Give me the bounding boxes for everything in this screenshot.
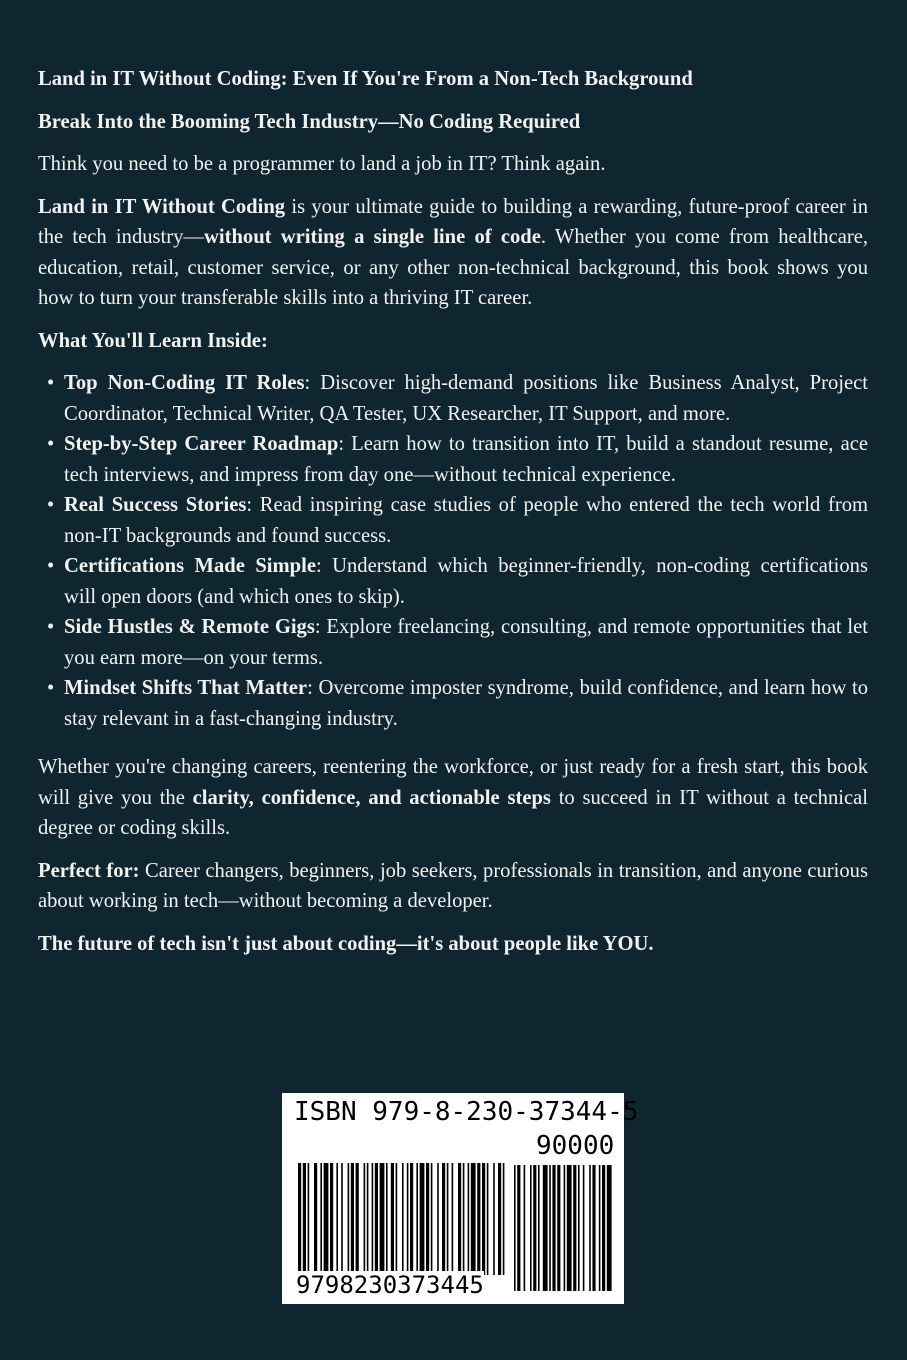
- list-item-heading: Real Success Stories: [64, 494, 247, 516]
- barcode-addon-bar: [592, 1165, 595, 1291]
- isbn-label: ISBN 979-8-230-37344-5: [294, 1097, 639, 1127]
- barcode-addon-bar: [552, 1165, 555, 1291]
- barcode-bar: [468, 1163, 470, 1275]
- barcode-bar: [431, 1163, 433, 1275]
- list-item-heading: Top Non-Coding IT Roles: [64, 372, 305, 394]
- barcode-bar: [372, 1163, 374, 1275]
- barcode-bar: [416, 1163, 418, 1275]
- barcode-addon-bar: [557, 1165, 560, 1291]
- barcode-bar: [487, 1163, 489, 1275]
- barcode-bar: [402, 1163, 404, 1275]
- barcode-addon-bar: [549, 1165, 551, 1291]
- barcode-bar: [503, 1163, 505, 1275]
- list-item-heading: Certifications Made Simple: [64, 555, 316, 577]
- barcode-bar: [375, 1163, 378, 1275]
- barcode-addon-bar: [514, 1165, 516, 1291]
- barcode-bar: [396, 1163, 398, 1275]
- bullet-icon: •: [47, 372, 55, 394]
- barcode-bar: [420, 1163, 425, 1275]
- list-item-text: : Understand which beginner-friendly, non-coding certifications will open doors (and which ones to skip).: [64, 555, 868, 608]
- intro-bold-title: Land in IT Without Coding: [38, 195, 286, 218]
- price-code: 90000: [536, 1131, 615, 1161]
- list-item-text: : Discover high-demand positions like Business Analyst, Project Coordinator, Technical Writer, QA Tester, UX Researcher, IT Support, and more.: [64, 372, 868, 425]
- barcode-addon-bar: [573, 1165, 576, 1291]
- list-item: [47, 551, 868, 612]
- learn-list: [38, 368, 868, 734]
- barcode-box: [282, 1093, 639, 1304]
- intro-paragraph: [38, 192, 868, 314]
- barcode-bar: [351, 1163, 354, 1275]
- barcode-bar: [386, 1163, 388, 1275]
- list-item: [47, 673, 868, 734]
- list-item-heading: Side Hustles & Remote Gigs: [64, 616, 315, 638]
- barcode-addon-bar: [530, 1165, 532, 1291]
- barcode-addon-bar: [602, 1165, 605, 1291]
- barcode-bar: [447, 1163, 449, 1275]
- barcode-bar: [458, 1163, 461, 1275]
- barcode-bar: [493, 1163, 495, 1275]
- perfect-for-label: Perfect for:: [38, 859, 140, 882]
- barcode-bar: [426, 1163, 429, 1275]
- list-item-heading: Step-by-Step Career Roadmap: [64, 433, 339, 455]
- list-item: [47, 368, 868, 429]
- perfect-for-text: Career changers, beginners, job seekers, professionals in transition, and anyone curious about working in tech—without becoming a developer.: [38, 859, 868, 912]
- barcode-bar: [330, 1163, 333, 1275]
- intro-bold-phrase: without writing a single line of code: [204, 226, 541, 248]
- whether-paragraph: [38, 752, 868, 844]
- barcode-bar: [410, 1163, 413, 1275]
- bullet-icon: •: [47, 677, 55, 699]
- barcode-addon-bar: [589, 1165, 591, 1291]
- whether-bold: clarity, confidence, and actionable steps: [192, 786, 551, 809]
- barcode-bar: [364, 1163, 366, 1275]
- barcode-bar: [498, 1163, 501, 1275]
- barcode-bar: [482, 1163, 485, 1275]
- barcode-bar: [341, 1163, 343, 1275]
- barcode-bar: [477, 1163, 480, 1275]
- list-item-text: : Overcome imposter syndrome, build confidence, and learn how to stay relevant in a fast-changing industry.: [64, 677, 868, 730]
- back-cover-text: [38, 64, 868, 959]
- bullet-icon: •: [47, 433, 55, 455]
- barcode-bar: [356, 1163, 359, 1275]
- barcode-bar: [380, 1163, 385, 1275]
- barcode-bar: [324, 1163, 329, 1275]
- whether-text-2: to succeed in IT without a technical degree or coding skills.: [38, 786, 869, 839]
- barcode-bar: [437, 1163, 439, 1275]
- intro-text-1: is your ultimate guide to building a rewarding, future-proof career in the tech industry—: [38, 195, 869, 248]
- barcode-bar: [463, 1163, 465, 1275]
- barcode-bar: [442, 1163, 445, 1275]
- bullet-icon: •: [47, 616, 55, 638]
- barcode-bar: [348, 1163, 350, 1275]
- barcode-addon-bar: [538, 1165, 540, 1291]
- barcode-bar: [308, 1163, 310, 1275]
- barcode-addon-bar: [599, 1165, 601, 1291]
- list-item-text: : Read inspiring case studies of people who entered the tech world from non-IT backgrounds and found success.: [64, 494, 869, 547]
- perfect-for-paragraph: [38, 856, 868, 917]
- barcode-bar: [407, 1163, 409, 1275]
- barcode-bar: [336, 1163, 338, 1275]
- ean-digits: 9798230373445: [296, 1271, 484, 1299]
- book-title: Land in IT Without Coding: Even If You're From a Non-Tech Background: [38, 68, 693, 90]
- bullet-icon: •: [47, 494, 55, 516]
- list-item-heading: Mindset Shifts That Matter: [64, 677, 308, 699]
- learn-section-title: What You'll Learn Inside:: [38, 329, 268, 352]
- barcode-addon-bar: [578, 1165, 580, 1291]
- barcode-bar: [314, 1163, 317, 1275]
- closing-line: The future of tech isn't just about coding—it's about people like YOU.: [38, 932, 654, 955]
- barcode-addon-bar: [607, 1165, 612, 1291]
- bullet-icon: •: [47, 555, 55, 577]
- barcode-addon-bar: [583, 1165, 585, 1291]
- barcode-addon-bar: [524, 1165, 526, 1291]
- intro-question: Think you need to be a programmer to land a job in IT? Think again.: [38, 153, 606, 175]
- list-item-text: : Explore freelancing, consulting, and remote opportunities that let you earn more—on your terms.: [64, 616, 868, 669]
- barcode-bar: [320, 1163, 322, 1275]
- barcode-bar: [452, 1163, 454, 1275]
- barcode-addon-bar: [517, 1165, 520, 1291]
- list-item-text: : Learn how to transition into IT, build a standout resume, ace tech interviews, and impress from day one—without technical experience.: [64, 433, 868, 486]
- list-item: [47, 429, 868, 490]
- book-subtitle: Break Into the Booming Tech Industry—No Coding Required: [38, 110, 581, 133]
- barcode-bar: [471, 1163, 476, 1275]
- whether-text-1: Whether you're changing careers, reentering the workforce, or just ready for a fresh start, this book will give you the: [38, 756, 868, 809]
- barcode-addon-bar: [543, 1165, 548, 1291]
- barcode-addon-bar: [564, 1165, 566, 1291]
- barcode-addon-bar: [533, 1165, 536, 1291]
- intro-text-2: . Whether you come from healthcare, education, retail, customer service, or any other non-technical background, this book shows you how to turn your transferable skills into a thriving IT career.: [38, 226, 868, 309]
- barcode-bar: [367, 1163, 369, 1275]
- barcode-bar: [391, 1163, 394, 1275]
- list-item: [47, 612, 868, 673]
- list-item: [47, 490, 869, 551]
- barcode-addon-bar: [567, 1165, 572, 1291]
